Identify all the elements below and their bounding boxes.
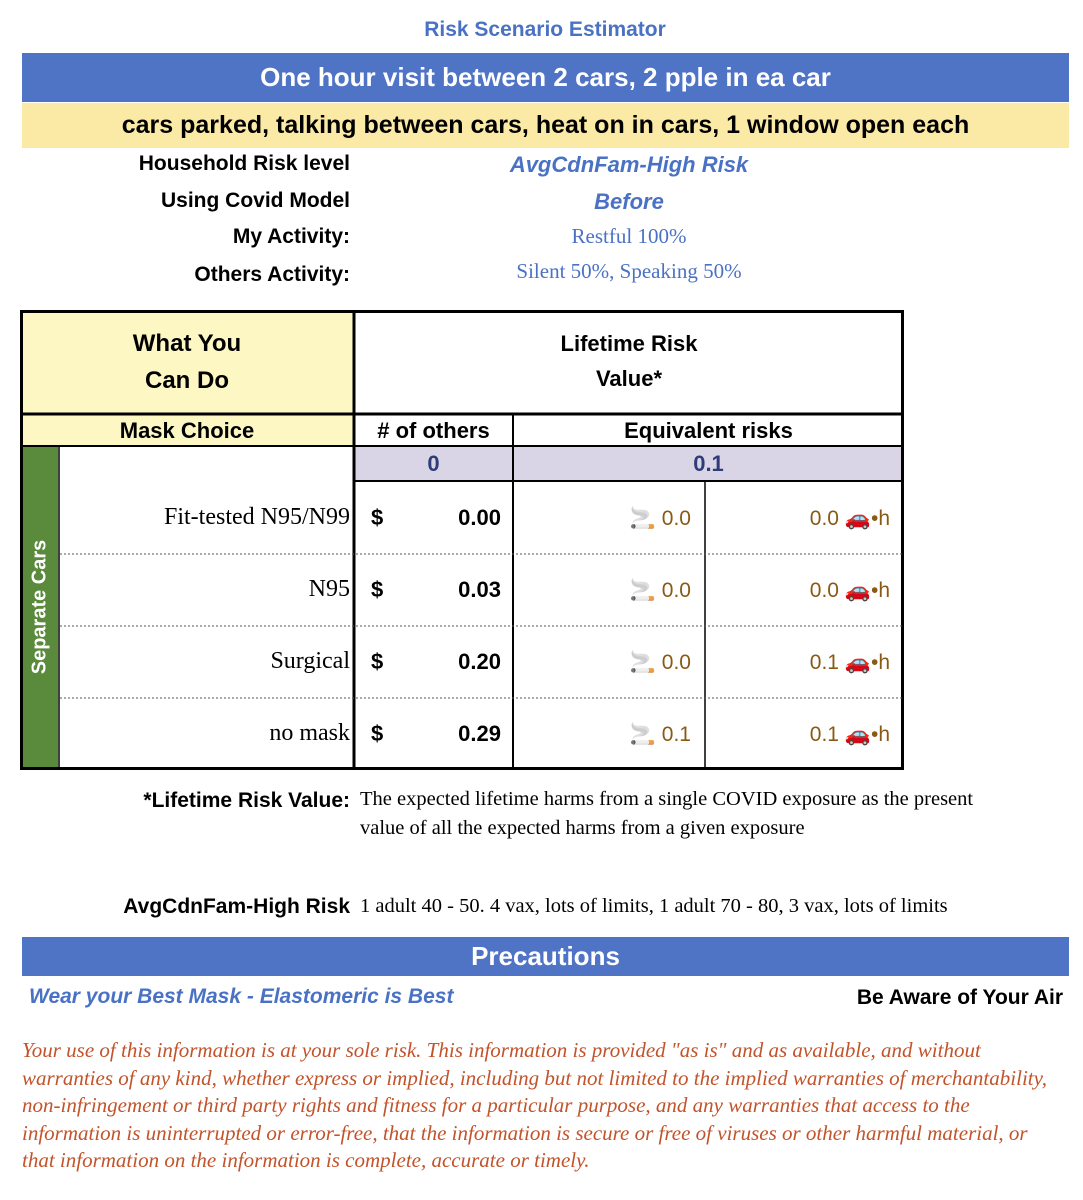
hour-suffix: •h [870, 723, 890, 746]
currency-symbol: $ [371, 721, 384, 746]
table-row [60, 554, 354, 626]
cigarette-equivalent [540, 723, 691, 747]
my-activity-value: Restful 100% [571, 224, 687, 248]
my-activity-label: My Activity: [232, 225, 350, 248]
lifetime-risk-header [354, 310, 904, 414]
risk-value: 0.00 [458, 505, 501, 530]
mask-name: no mask [269, 720, 350, 746]
mask-name: N95 [308, 576, 350, 602]
currency-symbol: $ [371, 577, 384, 602]
precaution-air: Be Aware of Your Air [856, 986, 1063, 1009]
currency-symbol: $ [371, 505, 384, 530]
mask-name: Surgical [270, 648, 350, 674]
cigarette-icon: 🚬 [629, 723, 656, 746]
cigarette-value: 0.0 [661, 507, 691, 530]
mask-choice-text: Mask Choice [119, 418, 255, 443]
cigarette-value: 0.0 [661, 579, 691, 602]
precautions-header: Precautions [22, 937, 1069, 976]
footnote-line2: value of all the expected harms from a given exposure [360, 817, 805, 839]
car-value: 0.1 [809, 651, 839, 674]
cigarette-value: 0.0 [661, 651, 691, 674]
lrv-line1: Lifetime Risk [560, 331, 698, 356]
num-others-value: 0 [427, 451, 440, 476]
precaution-mask: Wear your Best Mask - Elastomeric is Best [29, 985, 454, 1008]
cigarette-icon: 🚬 [629, 651, 656, 674]
family-description: 1 adult 40 - 50. 4 vax, lots of limits, 1 adult 70 - 80, 3 vax, lots of limits [360, 895, 948, 917]
covid-model-value: Before [594, 189, 664, 214]
equiv-risks-header: Equivalent risks [624, 418, 793, 443]
risk-value: 0.20 [458, 649, 501, 674]
footnote-label: *Lifetime Risk Value: [143, 789, 350, 812]
car-value: 0.0 [809, 507, 839, 530]
car-icon: 🚗 [844, 723, 871, 746]
table-row [60, 698, 354, 768]
mask-name: Fit-tested N95/N99 [164, 504, 350, 530]
driving-equivalent [710, 579, 890, 603]
equiv-value: 0.1 [693, 451, 724, 476]
car-icon: 🚗 [844, 651, 871, 674]
driving-equivalent [710, 723, 890, 747]
cigarette-icon: 🚬 [629, 507, 656, 530]
num-others-header: # of others [377, 418, 490, 443]
household-risk-value: AvgCdnFam-High Risk [509, 152, 749, 177]
currency-symbol: $ [371, 649, 384, 674]
car-icon: 🚗 [844, 507, 871, 530]
lrv-line2: Value* [595, 366, 663, 391]
separate-cars-label [22, 446, 58, 768]
table-row [60, 626, 354, 698]
others-activity-label: Others Activity: [194, 263, 350, 286]
cigarette-icon: 🚬 [629, 579, 656, 602]
table-row [60, 482, 354, 554]
driving-equivalent [710, 651, 890, 675]
car-value: 0.1 [809, 723, 839, 746]
hour-suffix: •h [870, 507, 890, 530]
cigarette-value: 0.1 [661, 723, 691, 746]
cigarette-equivalent [540, 651, 691, 675]
cigarette-equivalent [540, 579, 691, 603]
driving-equivalent [710, 507, 890, 531]
cigarette-equivalent [540, 507, 691, 531]
what-line2: Can Do [145, 367, 229, 394]
footnote-line1: The expected lifetime harms from a single COVID exposure as the present [360, 788, 974, 810]
what-you-can-do-header [20, 310, 354, 414]
risk-value: 0.29 [458, 721, 501, 746]
family-label: AvgCdnFam-High Risk [123, 895, 350, 918]
what-line1: What You [132, 330, 242, 357]
hour-suffix: •h [870, 651, 890, 674]
disclaimer: Your use of this information is at your sole risk. This information is provided "as is" and as available, and without warranties of any kind, whether express or implied, including but not limited to the implied warranties of merchantability, non-infringement or third party rights and fitness for a particular purpose, and any warranties that access to the information is uninterrupted or error-free, that the information is secure or free of viruses or other harmful material, or that information on the information is complete, accurate or timely. [22, 1038, 1048, 1172]
risk-table [20, 310, 904, 770]
separate-cars-text: Separate Cars [28, 539, 51, 675]
household-risk-label: Household Risk level [138, 152, 350, 175]
risk-value: 0.03 [458, 577, 501, 602]
car-value: 0.0 [809, 579, 839, 602]
mask-choice-header [20, 414, 354, 446]
others-activity-value: Silent 50%, Speaking 50% [516, 259, 742, 283]
conditions-banner: cars parked, talking between cars, heat on in cars, 1 window open each [22, 103, 1069, 148]
scenario-banner: One hour visit between 2 cars, 2 pple in ea car [22, 53, 1069, 102]
hour-suffix: •h [870, 579, 890, 602]
covid-model-label: Using Covid Model [161, 189, 350, 212]
page-title: Risk Scenario Estimator [424, 18, 666, 41]
car-icon: 🚗 [844, 579, 871, 602]
